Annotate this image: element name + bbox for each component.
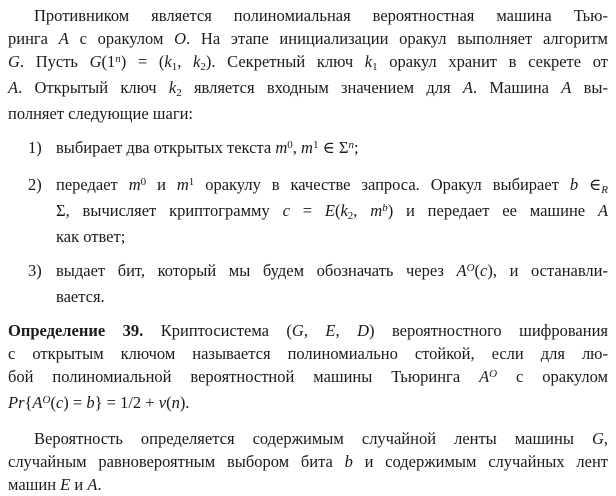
- text-line: [8, 342, 608, 365]
- document-content: [8, 4, 608, 496]
- math-var: ν: [158, 393, 167, 412]
- text-line: [8, 4, 608, 27]
- math-var: A: [87, 475, 98, 494]
- list-item-1: [8, 136, 608, 162]
- math-var: E: [60, 475, 71, 494]
- superscript: O: [466, 262, 475, 274]
- math-var: k: [364, 52, 373, 71]
- text-run: выбирает два открытых текста: [56, 138, 276, 157]
- math-var: m: [176, 175, 189, 194]
- list-item-text: [56, 136, 608, 162]
- text-run: ) и передает ее машине: [387, 201, 598, 220]
- text-line: [8, 102, 608, 125]
- text-run: ,: [353, 201, 371, 220]
- math-var: A: [479, 367, 490, 386]
- superscript: 0: [287, 139, 293, 151]
- math-var: m: [301, 138, 313, 157]
- subscript: 2: [347, 210, 354, 222]
- text-run: передает: [56, 175, 129, 194]
- text-run: ) = (: [120, 52, 165, 71]
- text-run: (: [166, 393, 172, 412]
- math-var: A: [456, 261, 467, 280]
- list-item-number: 2): [28, 175, 42, 194]
- text-line: [8, 365, 608, 391]
- subscript: 2: [200, 61, 206, 73]
- math-var: k: [193, 52, 201, 71]
- math-var: E: [325, 321, 336, 340]
- math-var: G: [591, 429, 604, 448]
- definition-39: [8, 319, 608, 417]
- list-item-number: 1): [28, 138, 42, 157]
- list-item-3: [8, 259, 608, 308]
- math-var: D: [357, 321, 370, 340]
- math-var: k: [164, 52, 172, 71]
- superscript: 1: [188, 176, 195, 188]
- probability-paragraph: [8, 427, 608, 496]
- math-var: k: [168, 78, 177, 97]
- math-var: c: [480, 261, 488, 280]
- math-var: E: [324, 201, 335, 220]
- list-item-text: [56, 259, 608, 308]
- text-run: ,: [303, 321, 326, 340]
- math-var: b: [86, 393, 95, 412]
- text-run: ,: [603, 429, 608, 448]
- text-run: с открытым ключом называется полиномиально стойкой, если для лю-: [8, 344, 608, 363]
- text-run: ,: [292, 138, 302, 157]
- text-run: . Пусть: [19, 52, 90, 71]
- math-var: O: [174, 29, 187, 48]
- text-run: (1: [101, 52, 116, 71]
- math-var: A: [32, 393, 43, 412]
- text-run: . Открытый ключ: [18, 78, 169, 97]
- bold-run: Определение 39.: [8, 321, 144, 340]
- text-run: ринга: [8, 29, 59, 48]
- text-run: оракул хранит в секрете от: [377, 52, 609, 71]
- math-var: A: [462, 78, 473, 97]
- text-run: Противником является полиномиальная вероятностная машина Тью-: [34, 6, 608, 25]
- text-run: (: [474, 261, 481, 280]
- math-var: n: [171, 393, 180, 412]
- text-run: и содержимым случайных лент: [352, 452, 608, 471]
- text-line: [8, 27, 608, 50]
- text-run: ), и останавли-: [487, 261, 608, 280]
- text-run: и: [146, 175, 177, 194]
- superscript: 0: [140, 176, 147, 188]
- text-run: ∈ Σ: [318, 138, 349, 157]
- text-run: машин: [8, 475, 61, 494]
- text-run: (: [334, 201, 341, 220]
- superscript: b: [382, 202, 388, 214]
- text-line: [56, 259, 608, 285]
- intro-paragraph: [8, 4, 608, 125]
- list-item-number: 3): [28, 261, 42, 280]
- text-line: [8, 450, 608, 473]
- math-var: G: [89, 52, 102, 71]
- subscript: 1: [171, 61, 178, 73]
- text-run: ).: [179, 393, 190, 412]
- list-item-text: [56, 173, 608, 248]
- superscript: O: [489, 368, 498, 380]
- math-var: G: [291, 321, 304, 340]
- text-run: ) вероятностного шифрования: [369, 321, 608, 340]
- text-run: ). Секретный ключ: [205, 52, 365, 71]
- math-var: A: [561, 78, 572, 97]
- text-run: ,: [177, 52, 194, 71]
- subscript: 2: [176, 87, 182, 99]
- text-run: =: [289, 201, 325, 220]
- text-run: ,: [335, 321, 358, 340]
- text-run: полняет следующие шаги:: [8, 104, 194, 123]
- math-var: c: [55, 393, 64, 412]
- math-var: m: [128, 175, 141, 194]
- text-run: бой полиномиальной вероятностной машины Тьюринга: [8, 367, 480, 386]
- text-run: ∈: [578, 175, 602, 194]
- math-var: m: [370, 201, 383, 220]
- text-run: и: [70, 475, 88, 494]
- text-line: [8, 76, 608, 102]
- math-var: c: [282, 201, 290, 220]
- text-run: с оракулом: [68, 29, 175, 48]
- math-var: b: [344, 452, 353, 471]
- text-run: оракулу в качестве запроса. Оракул выбирает: [194, 175, 570, 194]
- text-line: [56, 199, 608, 225]
- text-run: Криптосистема (: [143, 321, 292, 340]
- text-line: [56, 285, 608, 308]
- text-line: [8, 319, 608, 342]
- text-line: [8, 473, 608, 496]
- math-var: Pr: [8, 393, 25, 412]
- text-run: } = 1/2 +: [94, 393, 159, 412]
- text-run: с оракулом: [497, 367, 608, 386]
- text-run: . На этапе инициализации оракул выполняет алгоритм: [186, 29, 608, 48]
- text-run: случайным равновероятным выбором бита: [8, 452, 345, 471]
- text-run: Вероятность определяется содержимым случайной ленты машины: [34, 429, 592, 448]
- text-line: [56, 136, 608, 162]
- list-item-2: [8, 173, 608, 248]
- math-var: b: [569, 175, 579, 194]
- text-run: выдает бит, который мы будем обозначать через: [56, 261, 457, 280]
- math-var: A: [58, 29, 69, 48]
- text-run: . Машина: [472, 78, 562, 97]
- superscript: n: [348, 139, 355, 151]
- text-line: [8, 50, 608, 76]
- math-var: A: [8, 78, 19, 97]
- subscript: 1: [372, 61, 378, 73]
- math-var: k: [340, 201, 348, 220]
- text-run: Σ, вычисляет криптограмму: [56, 201, 283, 220]
- text-line: [56, 173, 608, 199]
- superscript: 1: [312, 139, 319, 151]
- text-run: как ответ;: [56, 227, 126, 246]
- text-line: [8, 391, 608, 417]
- superscript: O: [42, 394, 51, 406]
- text-run: вы-: [571, 78, 609, 97]
- text-run: (: [50, 393, 56, 412]
- text-run: .: [97, 475, 102, 494]
- superscript: n: [115, 53, 121, 65]
- subscript: R: [601, 184, 608, 196]
- math-var: m: [275, 138, 288, 157]
- text-run: вается.: [56, 287, 105, 306]
- text-run: ;: [354, 138, 359, 157]
- math-var: G: [8, 52, 20, 71]
- math-var: A: [597, 201, 609, 220]
- text-run: является входным значением для: [181, 78, 463, 97]
- text-run: ) =: [63, 393, 87, 412]
- text-line: [56, 225, 608, 248]
- text-line: [8, 427, 608, 450]
- text-run: {: [24, 393, 33, 412]
